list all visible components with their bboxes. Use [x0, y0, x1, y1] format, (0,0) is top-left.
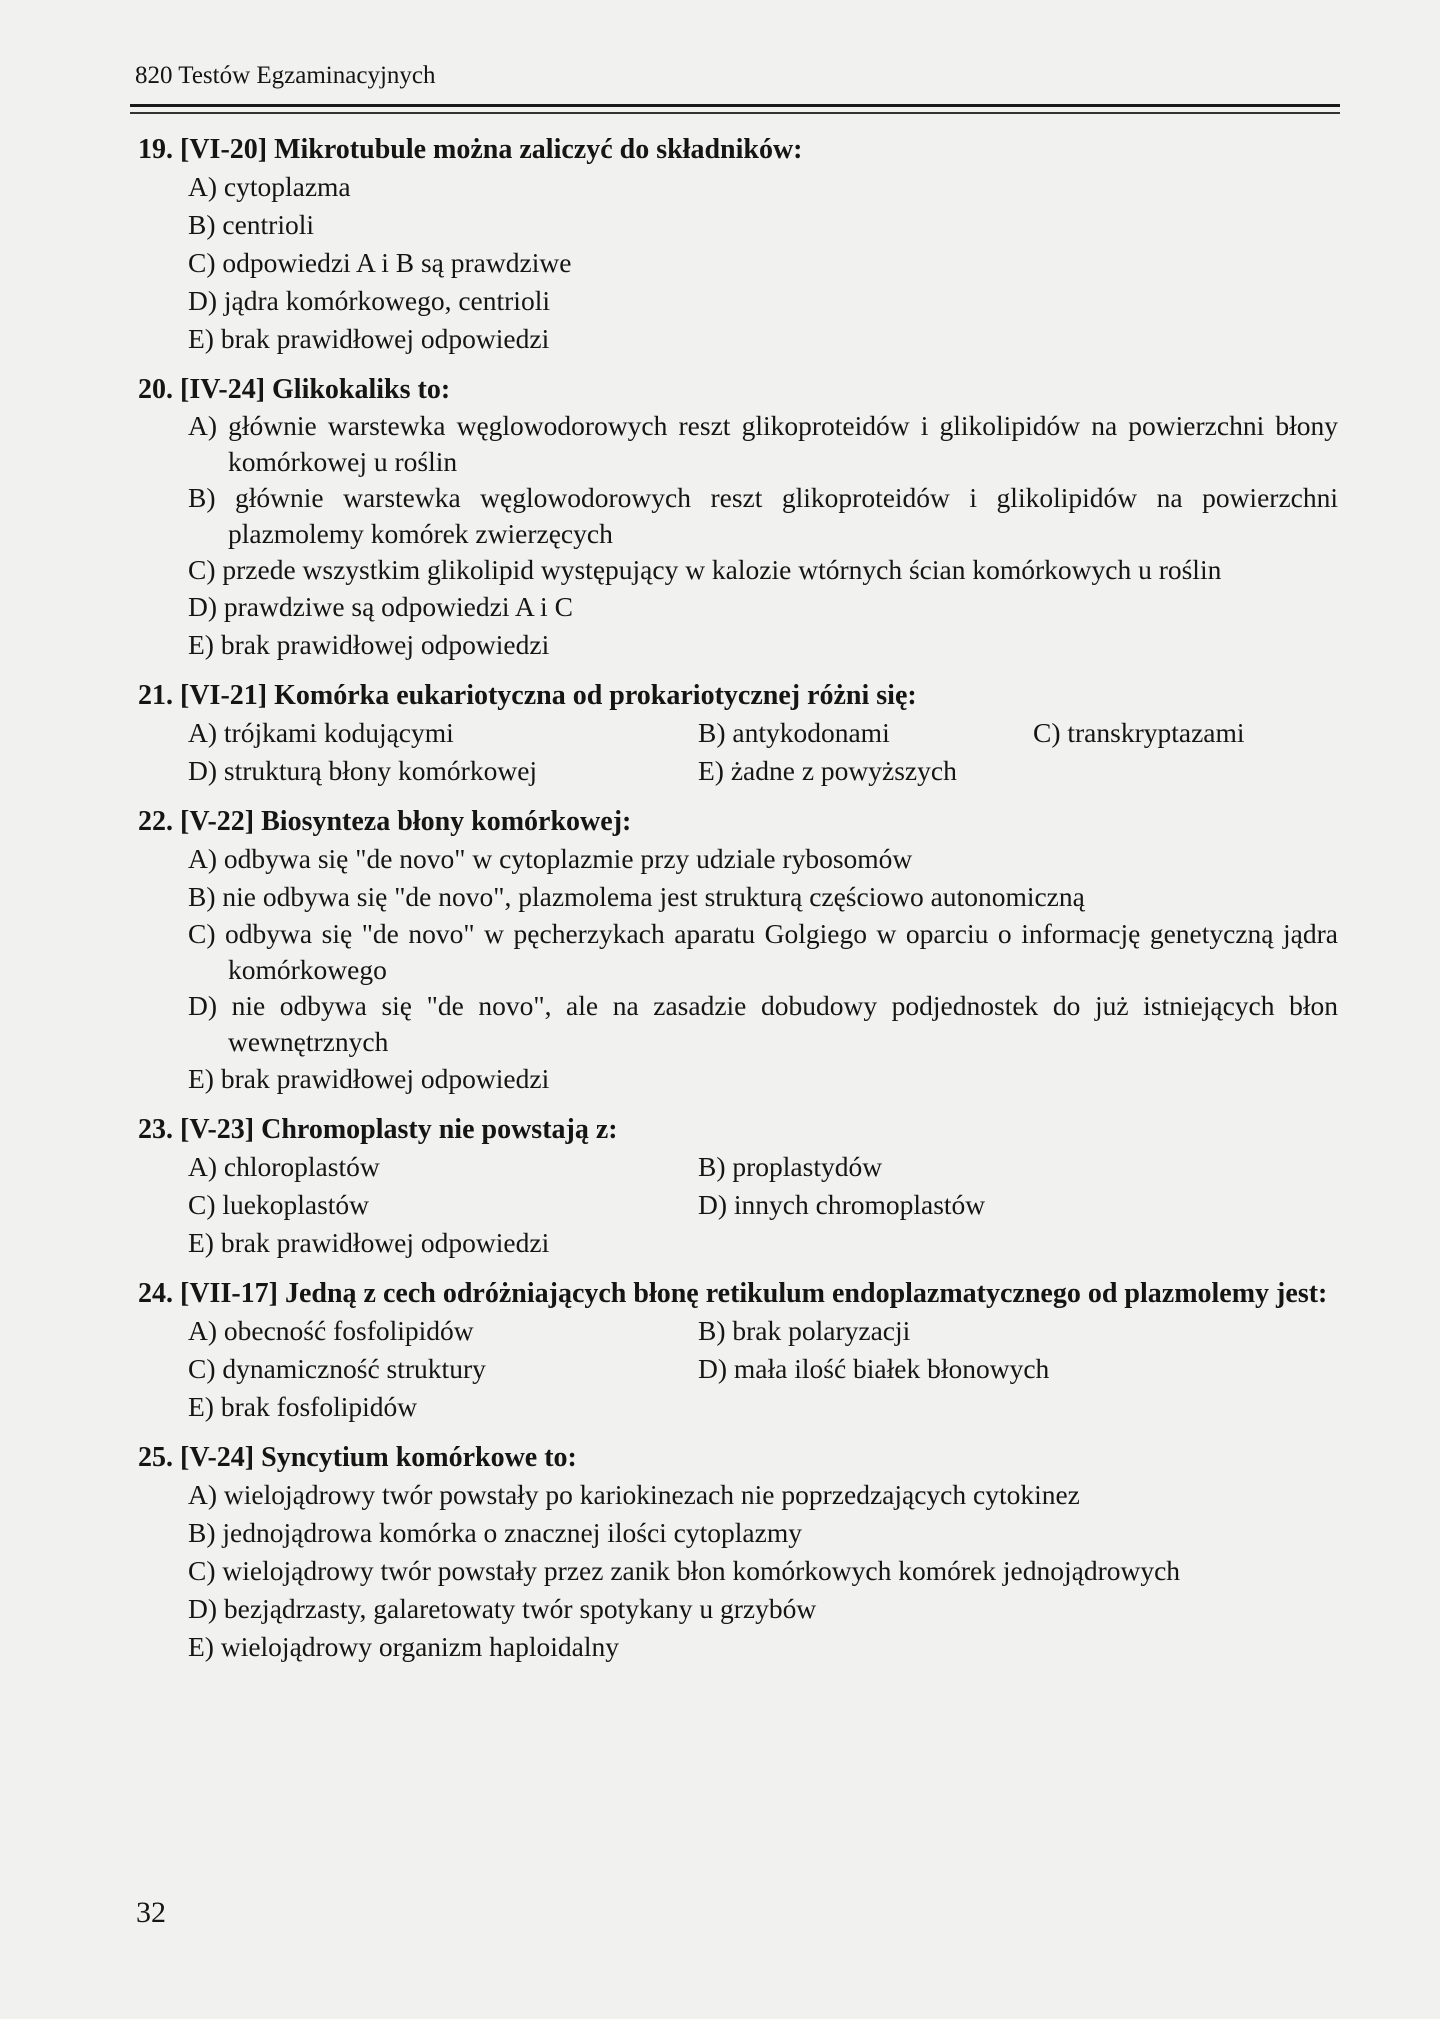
options-grid	[138, 714, 1338, 790]
question-25	[138, 1440, 1338, 1666]
option-c: C) luekoplastów	[188, 1189, 370, 1220]
option-d: D) bezjądrzasty, galaretowaty twór spotykany u grzybów	[188, 1593, 817, 1624]
option-b: B) centrioli	[188, 209, 315, 240]
option-a: A) cytoplazma	[188, 171, 351, 202]
question-20	[138, 372, 1338, 664]
option-a: A) odbywa się "de novo" w cytoplazmie przy udziale rybosomów	[188, 843, 913, 874]
question-24	[138, 1276, 1338, 1426]
option-e: E) brak prawidłowej odpowiedzi	[188, 323, 550, 354]
option-d: D) strukturą błony komórkowej	[188, 755, 538, 786]
option-c: C) odbywa się "de novo" w pęcherzykach aparatu Golgiego w oparciu o informację genetyczną jądra komórkowego	[188, 918, 1338, 985]
option-e: E) brak prawidłowej odpowiedzi	[188, 1227, 550, 1258]
question-title: 25. [V-24] Syncytium komórkowe to:	[138, 1442, 577, 1473]
question-title: 20. [IV-24] Glikokaliks to:	[138, 374, 451, 405]
question-title: 19. [VI-20] Mikrotubule można zaliczyć do składników:	[138, 134, 803, 165]
question-title: 22. [V-22] Biosynteza błony komórkowej:	[138, 806, 632, 837]
option-d: D) nie odbywa się "de novo", ale na zasadzie dobudowy podjednostek do już istniejących błon wewnętrznych	[188, 990, 1338, 1057]
option-a: A) chloroplastów	[188, 1151, 380, 1182]
question-title: 21. [VI-21] Komórka eukariotyczna od prokariotycznej różni się:	[138, 680, 917, 711]
option-b: B) antykodonami	[698, 717, 890, 748]
option-e: E) wielojądrowy organizm haploidalny	[188, 1631, 619, 1662]
option-e: E) brak prawidłowej odpowiedzi	[188, 629, 550, 660]
option-a: A) trójkami kodującymi	[188, 717, 454, 748]
option-e: E) żadne z powyższych	[698, 755, 957, 786]
question-23	[138, 1112, 1338, 1262]
option-c: C) wielojądrowy twór powstały przez zanik błon komórkowych komórek jednojądrowych	[188, 1555, 1181, 1586]
option-d: D) jądra komórkowego, centrioli	[188, 285, 550, 316]
options-grid	[138, 1312, 1338, 1426]
running-header: 820 Testów Egzaminacyjnych	[135, 62, 436, 89]
option-b: B) brak polaryzacji	[698, 1315, 911, 1346]
option-b: B) jednojądrowa komórka o znacznej ilości cytoplazmy	[188, 1517, 802, 1548]
option-d: D) mała ilość białek błonowych	[698, 1353, 1050, 1384]
option-e: E) brak fosfolipidów	[188, 1391, 418, 1422]
question-19	[138, 132, 1338, 358]
option-a: A) głównie warstewka węglowodorowych reszt glikoproteidów i glikolipidów na powierzchni błony komórkowej u roślin	[188, 410, 1338, 477]
option-d: D) prawdziwe są odpowiedzi A i C	[188, 591, 573, 622]
option-b: B) nie odbywa się "de novo", plazmolema jest strukturą częściowo autonomiczną	[188, 881, 1085, 912]
option-a: A) obecność fosfolipidów	[188, 1315, 474, 1346]
option-d: D) innych chromoplastów	[698, 1189, 986, 1220]
option-c: C) dynamiczność struktury	[188, 1353, 486, 1384]
question-21	[138, 678, 1338, 790]
header-rule	[130, 104, 1340, 107]
options-grid	[138, 1148, 1338, 1262]
question-title: 23. [V-23] Chromoplasty nie powstają z:	[138, 1114, 618, 1145]
question-title: 24. [VII-17] Jedną z cech odróżniających błonę retikulum endoplazmatycznego od plazmolemy jest:	[138, 1278, 1328, 1309]
question-22	[138, 804, 1338, 1098]
header-rule-thin	[130, 112, 1340, 114]
option-c: C) transkryptazami	[1033, 717, 1245, 748]
option-b: B) głównie warstewka węglowodorowych reszt glikoproteidów i glikolipidów na powierzchni plazmolemy komórek zwierzęcych	[188, 482, 1338, 549]
option-e: E) brak prawidłowej odpowiedzi	[188, 1063, 550, 1094]
option-c: C) przede wszystkim glikolipid występujący w kalozie wtórnych ścian komórkowych u roślin	[188, 554, 1222, 585]
questions-list	[138, 132, 1338, 1680]
option-a: A) wielojądrowy twór powstały po kariokinezach nie poprzedzających cytokinez	[188, 1479, 1080, 1510]
page-number: 32	[136, 1896, 166, 1929]
option-c: C) odpowiedzi A i B są prawdziwe	[188, 247, 572, 278]
option-b: B) proplastydów	[698, 1151, 883, 1182]
